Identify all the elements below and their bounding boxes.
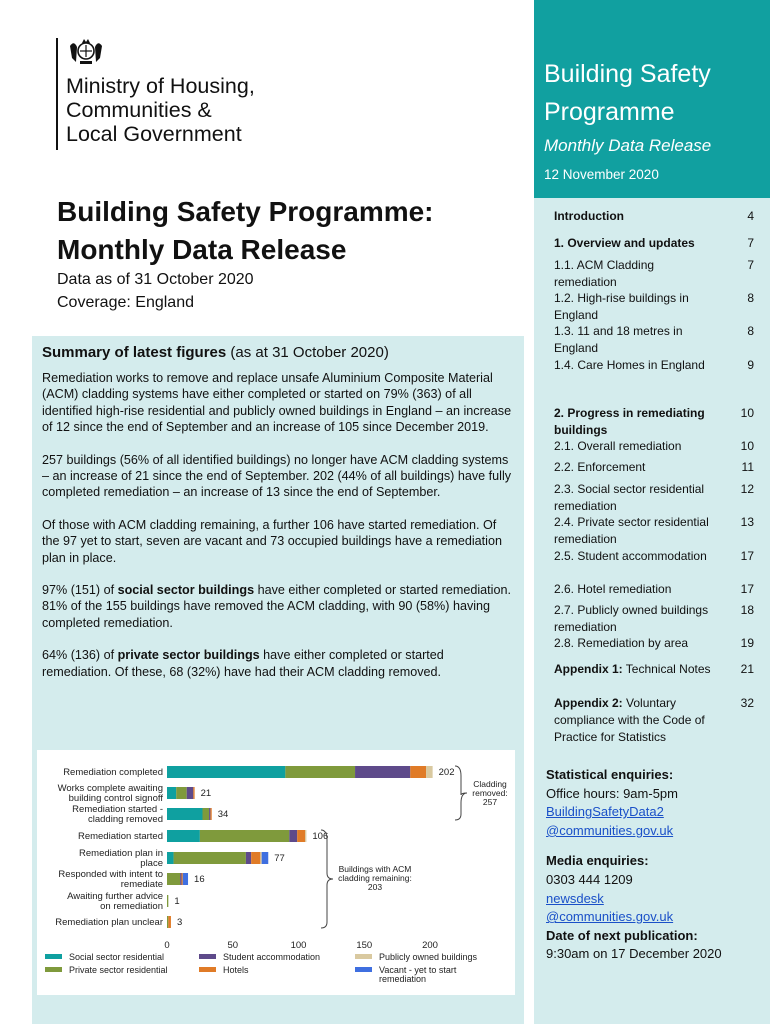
toc-entry-page: 4 [747,209,754,223]
total-label: 202 [438,767,455,778]
bar-segment [167,895,168,907]
bar-segment [289,830,297,842]
bar-segment [355,766,410,778]
toc-entry-label: 2.7. Publicly owned buildings remediation [554,603,709,634]
legend-swatch [199,954,216,959]
toc-entry-page: 32 [740,696,754,710]
summary-text-span: 64% (136) of [42,648,118,663]
panel-fill [32,995,524,1024]
legend-label: Publicly owned buildings [379,952,478,962]
summary-text-span: have either completed or started remediation. 81% of the 155 buildings have removed the ACM cladding, with 90 (58%) having completed remediation. [42,583,511,630]
toc-entry-label: Appendix 1: Technical Notes [554,662,711,676]
category-label: Remediation plan in [79,848,163,859]
media-enquiries-heading: Media enquiries: [546,853,649,869]
contacts [546,766,756,964]
toc-entry-page: 7 [747,236,754,250]
toc-entry-label: 1.1. ACM Cladding remediation [554,258,655,289]
media-email-link[interactable]: @communities.gov.uk [546,909,674,925]
organisation-logo [56,34,316,154]
media-phone: 0303 444 1209 [546,871,633,887]
toc-entry-label: 2.2. Enforcement [554,460,646,474]
logo-rule [56,38,58,150]
toc-entry-page: 9 [747,358,754,372]
toc-entry-label: Appendix 2: Voluntary compliance with the Code of Practice for Statistics [554,696,705,744]
release-date: 12 November 2020 [544,167,659,182]
bar-segment [167,852,174,864]
toc-entry-label: 2.5. Student accommodation [554,549,707,563]
category-label: on remediation [100,901,163,912]
bar-segment [285,766,355,778]
brace-cladding-removed [455,766,467,820]
legend-swatch [199,967,216,972]
bar-segment [410,766,426,778]
bar-segment [168,916,171,928]
legend-swatch [45,967,62,972]
bar-segment [181,873,182,885]
sidebar-title-line: Programme [544,98,675,126]
category-label: cladding removed [88,814,163,825]
bar-segment [167,766,285,778]
next-publication-heading: Date of next publication: [546,927,698,943]
toc-entry-page: 7 [747,258,754,272]
bar-segment [167,916,168,928]
legend-swatch [355,954,372,959]
x-tick-label: 0 [164,940,170,951]
toc-entry-label: 2.6. Hotel remediation [554,582,672,596]
toc-entry-page: 8 [747,291,754,305]
toc-entry-page: 13 [740,515,754,529]
title-line: Monthly Data Release [57,234,347,265]
bar-segment [297,830,305,842]
summary-emphasis: private sector buildings [117,648,260,663]
category-label: Remediation completed [63,767,163,778]
toc-entry-page: 17 [740,549,754,563]
total-label: 21 [200,788,212,799]
summary-paragraph [42,647,512,680]
bar-segment [305,830,306,842]
toc-entry-label-bold: Appendix 2: [554,696,623,710]
x-tick-label: 150 [356,940,373,951]
document-title [57,193,517,269]
summary-heading [42,344,389,361]
toc-entry-label: 1.4. Care Homes in England [554,358,705,372]
bar-segment [174,852,246,864]
stat-enquiries-heading: Statistical enquiries: [546,767,674,782]
bar-segment [176,787,187,799]
summary-emphasis: social sector buildings [117,583,255,598]
next-publication-date: 9:30am on 17 December 2020 [546,946,722,962]
legend-label: remediation [379,974,427,984]
toc-entry-label: 1.2. High-rise buildings in England [554,291,689,322]
legend-label: Social sector residential [69,952,165,962]
bar-segment [183,873,188,885]
toc-entry-label: 2.4. Private sector residential remediation [554,515,709,546]
bar-segment [200,830,289,842]
category-label: Remediation started [77,831,163,842]
sidebar-title [544,55,764,131]
legend-label: Hotels [223,965,249,975]
remediation-chart [37,750,515,995]
media-email-link[interactable]: newsdesk [546,890,604,906]
bar-segment [209,808,210,820]
bar-segment [262,852,269,864]
category-label: Awaiting further advice [67,891,163,902]
toc-entry-label: 2.8. Remediation by area [554,636,689,650]
total-label: 1 [174,896,180,907]
stat-email-link[interactable]: BuildingSafetyData2 [546,804,664,820]
brace-cladding-remaining [321,830,333,928]
toc-entry-page: 8 [747,324,754,338]
annotation-cladding-remaining: cladding remaining: [338,873,412,883]
toc-entry-page: 21 [740,662,754,676]
summary-heading-bold: Summary of latest figures [42,344,227,361]
legend-swatch [45,954,62,959]
sidebar-title-line: Building Safety [544,60,711,88]
total-label: 34 [217,809,229,820]
toc-entry-label: 2.3. Social sector residential remediation [554,482,705,513]
x-tick-label: 200 [422,940,438,951]
total-label: 106 [312,831,329,842]
summary-panel [32,336,524,750]
toc-entry-label: Introduction [554,209,624,223]
bar-segment [260,852,261,864]
organisation-name [66,74,255,146]
bar-segment [167,873,180,885]
category-label: Responded with intent to [58,869,163,880]
title-line: Building Safety Programme: [57,196,434,227]
category-label: Works complete awaiting [57,783,163,794]
toc-entry-label: 2.1. Overall remediation [554,439,682,453]
total-label: 77 [274,853,285,864]
bar-segment [187,787,194,799]
legend-label: Private sector residential [69,965,168,975]
summary-text-span: have either completed or started remediation. Of these, 68 (32%) have had their ACM cladding removed. [42,648,444,679]
bar-segment [246,852,251,864]
bar-segment [167,830,200,842]
panel-fill [515,750,524,995]
toc-entry-label: 2. Progress in remediating buildings [554,406,705,437]
document-subtitle [57,268,254,314]
sidebar [534,0,770,1024]
annotation-cladding-removed: 257 [482,797,498,807]
annotation-cladding-removed: removed: [472,788,508,798]
sidebar-header [534,0,770,198]
summary-paragraph [42,582,512,631]
remediation-chart-svg [37,750,515,995]
toc-entry-label: 1. Overview and updates [554,236,695,250]
bar-segment [426,766,433,778]
royal-crest-icon [66,34,106,68]
summary-text [42,370,512,696]
total-label: 3 [176,917,183,928]
annotation-cladding-remaining: 203 [367,882,383,892]
summary-paragraph: Of those with ACM cladding remaining, a further 106 have started remediation. Of the 97 yet to start, seven are vacant and 73 occupied buildings have a remediation plan in place. [42,517,502,565]
toc-entry-page: 12 [740,482,754,496]
office-hours: Office hours: 9am-5pm [546,785,678,801]
bar-segment [210,808,211,820]
toc-entry-page: 11 [741,460,754,474]
bar-segment [203,808,210,820]
toc-entry-label: 1.3. 11 and 18 metres in England [554,324,683,355]
bar-segment [167,787,176,799]
organisation-line: Communities & [66,98,212,122]
summary-paragraph: 257 buildings (56% of all identified buildings) no longer have ACM cladding systems – an increase of 21 since the end of September. 202 (44% of all buildings) have fully completed remediation – an increase of 13 since the end of September. [42,452,512,500]
bar-segment [193,787,194,799]
toc-entry-page: 18 [740,603,754,617]
category-label: remediate [120,879,163,890]
sidebar-subtitle: Monthly Data Release [544,136,712,155]
category-label: building control signoff [68,793,163,804]
toc-entry-page: 10 [740,406,754,420]
category-label: place [140,858,163,869]
stat-email-link[interactable]: @communities.gov.uk [546,822,674,838]
x-tick-label: 100 [290,940,307,951]
organisation-line: Ministry of Housing, [66,74,255,98]
toc-entry-label-bold: Appendix 1: [554,662,623,676]
annotation-cladding-removed: Cladding [473,779,507,789]
legend-swatch [355,967,372,972]
summary-heading-date: (as at 31 October 2020) [226,344,389,361]
category-label: Remediation started - [72,804,163,815]
summary-text-span: 97% (151) of [42,583,118,598]
legend-label: Student accommodation [223,952,321,962]
data-as-of: Data as of 31 October 2020 [57,271,254,288]
summary-paragraph: Remediation works to remove and replace unsafe Aluminium Composite Material (ACM) cladding systems have either completed or started on 79% (363) of all identified high-rise residential and publicly owned buildings in England – an increase of 12 since the end of September and an increase of 105 since December 2019. [42,371,512,435]
toc-entry-page: 17 [740,582,754,596]
organisation-line: Local Government [66,122,242,146]
coverage: Coverage: England [57,294,194,311]
x-tick-label: 50 [227,940,239,951]
bar-segment [167,808,203,820]
category-label: Remediation plan unclear [55,917,163,928]
annotation-cladding-remaining: Buildings with ACM [338,864,412,874]
bar-segment [180,873,181,885]
bar-segment [251,852,260,864]
total-label: 16 [194,874,205,885]
legend-label: Vacant - yet to start [379,965,457,975]
toc-entry-page: 10 [740,439,754,453]
toc-entry-page: 19 [740,636,754,650]
